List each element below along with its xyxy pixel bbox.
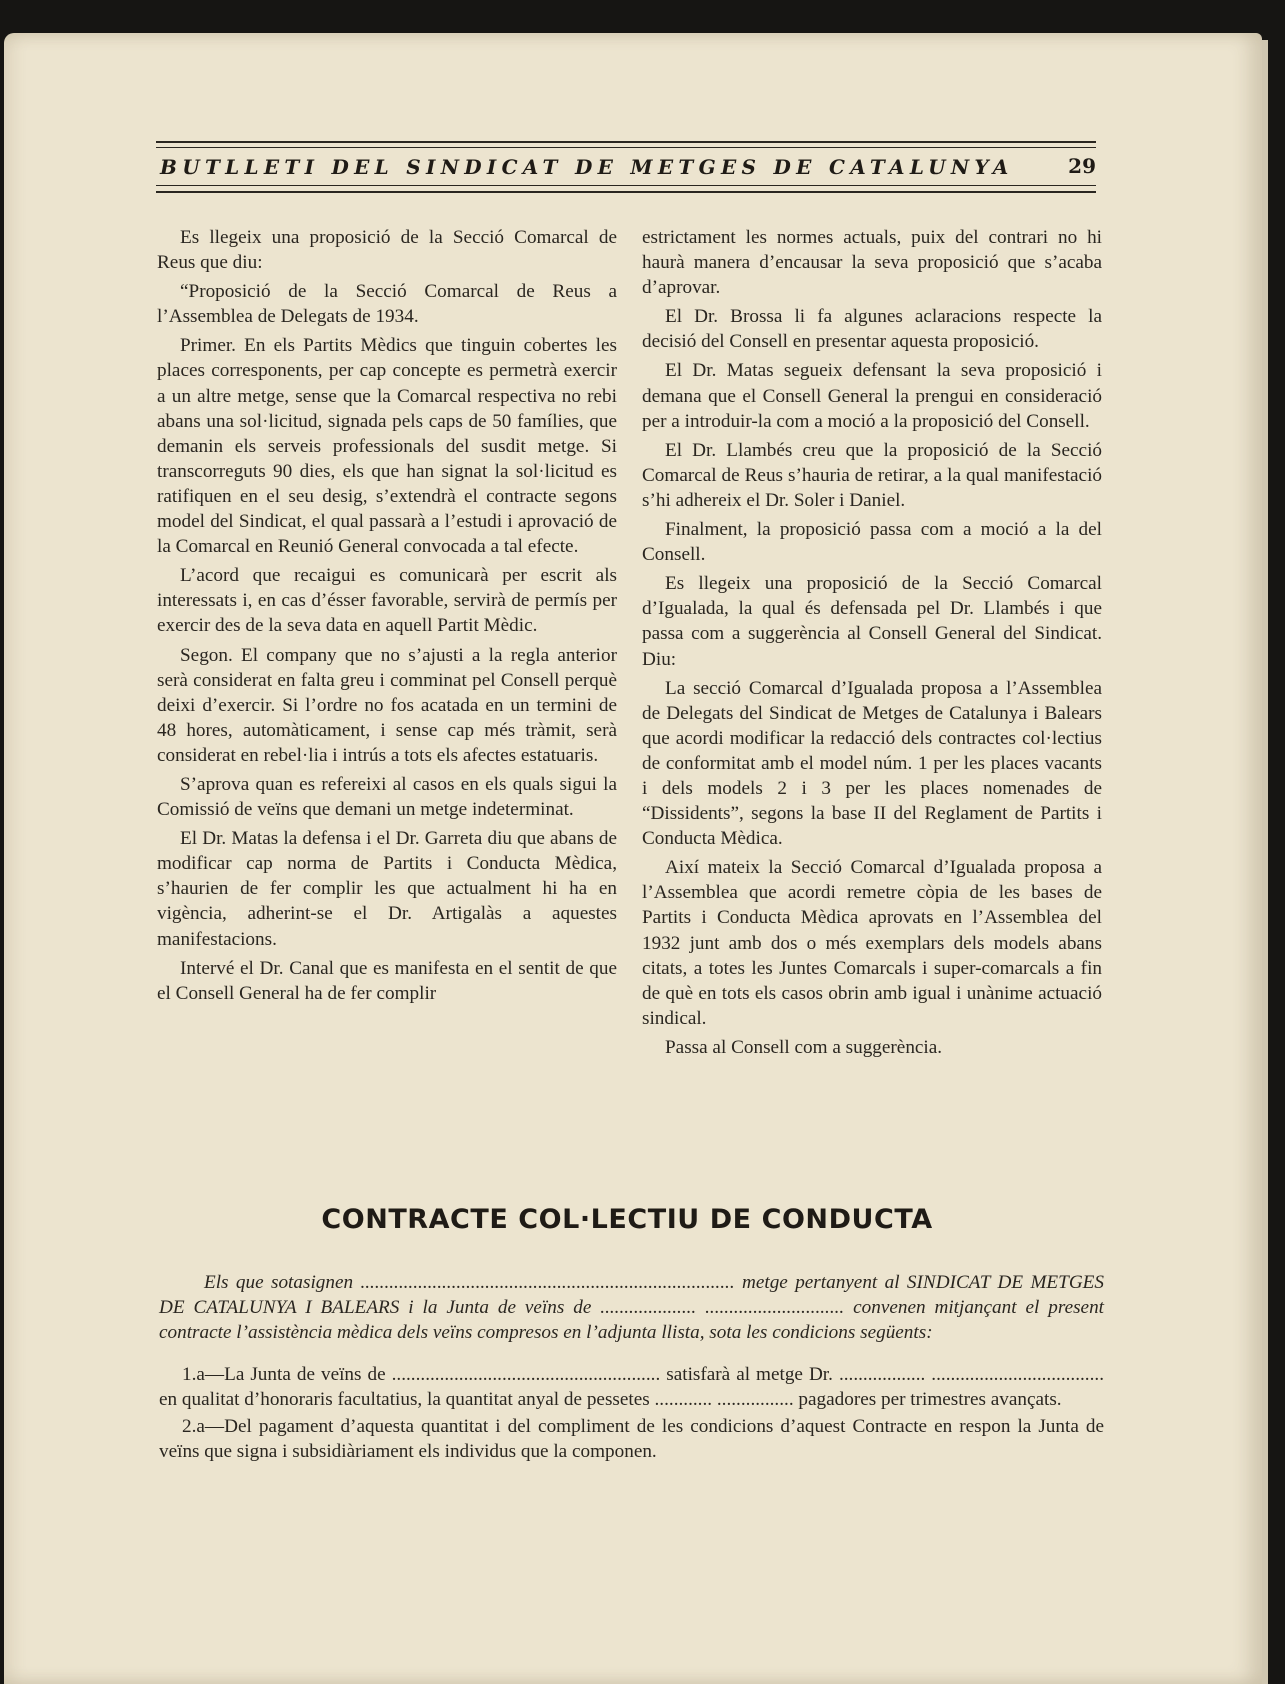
page-edge bbox=[1262, 40, 1268, 1684]
header-rule-bottom bbox=[156, 191, 1096, 193]
contract-clause-1: 1.a—La Junta de veïns de ........................................................ satisfarà al metge Dr. .................. .................................... en qualitat d’honoraris facultatius, la quantitat anyal de pessetes ............ ................ pagadores per trimestres avançats. bbox=[159, 1363, 1104, 1410]
paragraph: estrictament les normes actuals, puix del contrari no hi haurà manera d’encausar la seva proposició que s’acaba d’aprovar. bbox=[642, 227, 1102, 299]
contract-intro: Els que sotasignen .............................................................................. metge pertanyent al SINDICAT DE METGES DE CATALUNYA I BALEARS i la Junta de veïns de .................... ............................. convenen mitjançant el present contracte l’assistència mèdica dels veïns compresos en l’adjunta llista, sota les condicions següents: bbox=[159, 1272, 1104, 1344]
page-number: 29 bbox=[1068, 154, 1096, 178]
paragraph: L’acord que recaigui es comunicarà per escrit als interessats i, en cas d’ésser favorable, servirà de permís per exercir des de la seva data en aquell Partit Mèdic. bbox=[157, 565, 617, 637]
contract-title: CONTRACTE COL·LECTIU DE CONDUCTA bbox=[321, 1204, 933, 1235]
contract-body bbox=[159, 1270, 1104, 1464]
paragraph: El Dr. Llambés creu que la proposició de la Secció Comarcal de Reus s’hauria de retirar, a la qual manifestació s’hi adhereix el Dr. Soler i Daniel. bbox=[642, 439, 1102, 511]
paragraph: El Dr. Matas la defensa i el Dr. Garreta diu que abans de modificar cap norma de Partits i Conducta Mèdica, s’haurien de fer complir les que actualment hi ha en vigència, adherint-se el Dr. Artigalàs a aquestes manifestacions. bbox=[157, 828, 617, 950]
paragraph: El Dr. Brossa li fa algunes aclaracions respecte la decisió del Consell en presentar aquesta proposició. bbox=[642, 306, 1102, 353]
paragraph: Es llegeix una proposició de la Secció Comarcal de Reus que diu: bbox=[157, 227, 617, 274]
header-rule-top-thin bbox=[156, 147, 1096, 148]
left-column bbox=[157, 225, 617, 1010]
paragraph: Intervé el Dr. Canal que es manifesta en el sentit de que el Consell General ha de fer complir bbox=[157, 957, 617, 1004]
header-rule-top bbox=[156, 141, 1096, 143]
right-column bbox=[642, 225, 1102, 1064]
running-header bbox=[156, 141, 1096, 197]
paragraph: Es llegeix una proposició de la Secció Comarcal d’Igualada, la qual és defensada pel Dr. Llambés i que passa com a suggerència al Consell General del Sindicat. Diu: bbox=[642, 573, 1102, 670]
paragraph: El Dr. Matas segueix defensant la seva proposició i demana que el Consell General la prengui en consideració per a introduir-la com a moció a la proposició del Consell. bbox=[642, 360, 1102, 432]
paragraph: Primer. En els Partits Mèdics que tinguin cobertes les places corresponents, per cap concepte es permetrà exercir a un altre metge, sense que la Comarcal respectiva no rebi abans una sol·licitud, signada pels caps de 50 famílies, que demanin els serveis professionals del susdit metge. Si transcorreguts 90 dies, els que han signat la sol·licitud es ratifiquen en el seu desig, s’extendrà el contracte segons model del Sindicat, el qual passarà a l’estudi i aprovació de la Comarcal en Reunió General convocada a tal efecte. bbox=[157, 335, 617, 558]
paragraph: S’aprova quan es refereixi al casos en els quals sigui la Comissió de veïns que demani un metge indeterminat. bbox=[157, 773, 617, 821]
paragraph: Així mateix la Secció Comarcal d’Igualada proposa a l’Assemblea que acordi remetre còpia de les bases de Partits i Conducta Mèdica aprovats en l’Assemblea del 1932 junt amb dos o més exemplars dels models abans citats, a totes les Juntes Comarcals i super-comarcals a fin de què en tots els casos obrin amb igual i unànime actuació sindical. bbox=[642, 857, 1102, 1029]
paragraph: Passa al Consell com a suggerència. bbox=[665, 1036, 943, 1058]
paragraph: “Proposició de la Secció Comarcal de Reus a l’Assemblea de Delegats de 1934. bbox=[157, 281, 617, 328]
paragraph: La secció Comarcal d’Igualada proposa a l’Assemblea de Delegats del Sindicat de Metges de Catalunya i Balears que acordi modificar la redacció dels contractes col·lectius de conformitat amb el model núm. 1 per les places vacants i dels models 2 i 3 per les places nomenades de “Dissidents”, segons la base II del Reglament de Partits i Conducta Mèdica. bbox=[642, 677, 1102, 850]
header-rule-bottom-thin bbox=[156, 185, 1096, 186]
paragraph: Segon. El company que no s’ajusti a la regla anterior serà considerat en falta greu i comminat pel Consell perquè deixi d’exercir. Si l’ordre no fos acatada en un termini de 48 hores, automàticament, i sense cap més tràmit, serà considerat en rebel·lia i intrús a tots els afectes estatuaris. bbox=[157, 644, 617, 766]
paragraph: Finalment, la proposició passa com a moció a la del Consell. bbox=[642, 519, 1102, 566]
contract-clause-2: 2.a—Del pagament d’aquesta quantitat i del compliment de les condicions d’aquest Contracte en respon la Junta de veïns que signa i subsidiàriament els individus que la componen. bbox=[159, 1416, 1104, 1463]
journal-title: BUTLLETI DEL SINDICAT DE METGES DE CATALUNYA bbox=[160, 155, 1014, 179]
